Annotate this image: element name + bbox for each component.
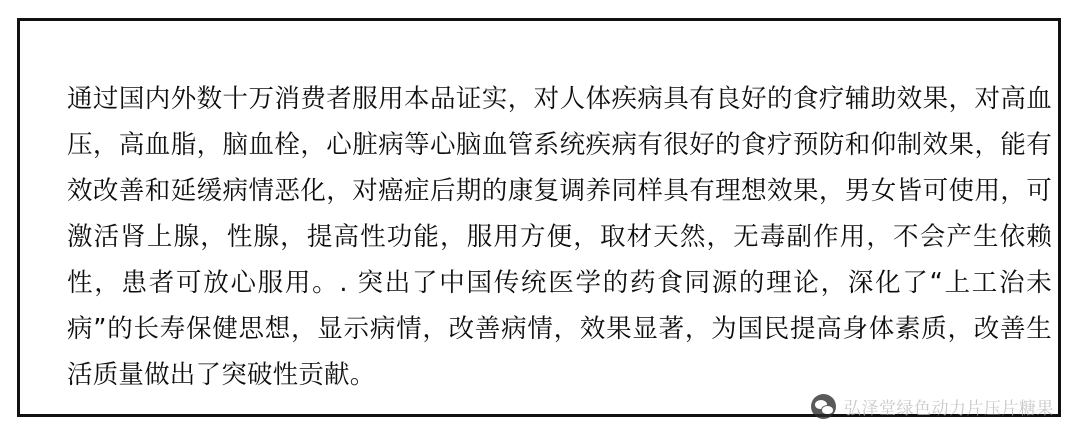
wechat-icon (811, 394, 836, 419)
wechat-bubble-small (821, 405, 834, 415)
text-frame (17, 18, 1061, 417)
watermark-label: 弘泽堂绿色动力片压片糖果 (844, 399, 1054, 419)
watermark (811, 394, 1054, 419)
document-body-text: 通过国内外数十万消费者服用本品证实，对人体疾病具有良好的食疗辅助效果，对高血压，高血脂，脑血栓，心脏病等心脑血管系统疾病有很好的食疗预防和仰制效果，能有效改善和延缓病情恶化，对癌症后期的康复调养同样具有理想效果，男女皆可使用，可激活肾上腺，性腺，提高性功能，服用方便，取材天然，无毒副作用，不会产生依赖性，患者可放心服用。. 突出了中国传统医学的药食同源的理论，深化了“上工治未病”的长寿保健思想，显示病情，改善病情，效果显著，为国民提高身体素质，改善生活质量做出了突破性贡献。 (67, 84, 1052, 390)
